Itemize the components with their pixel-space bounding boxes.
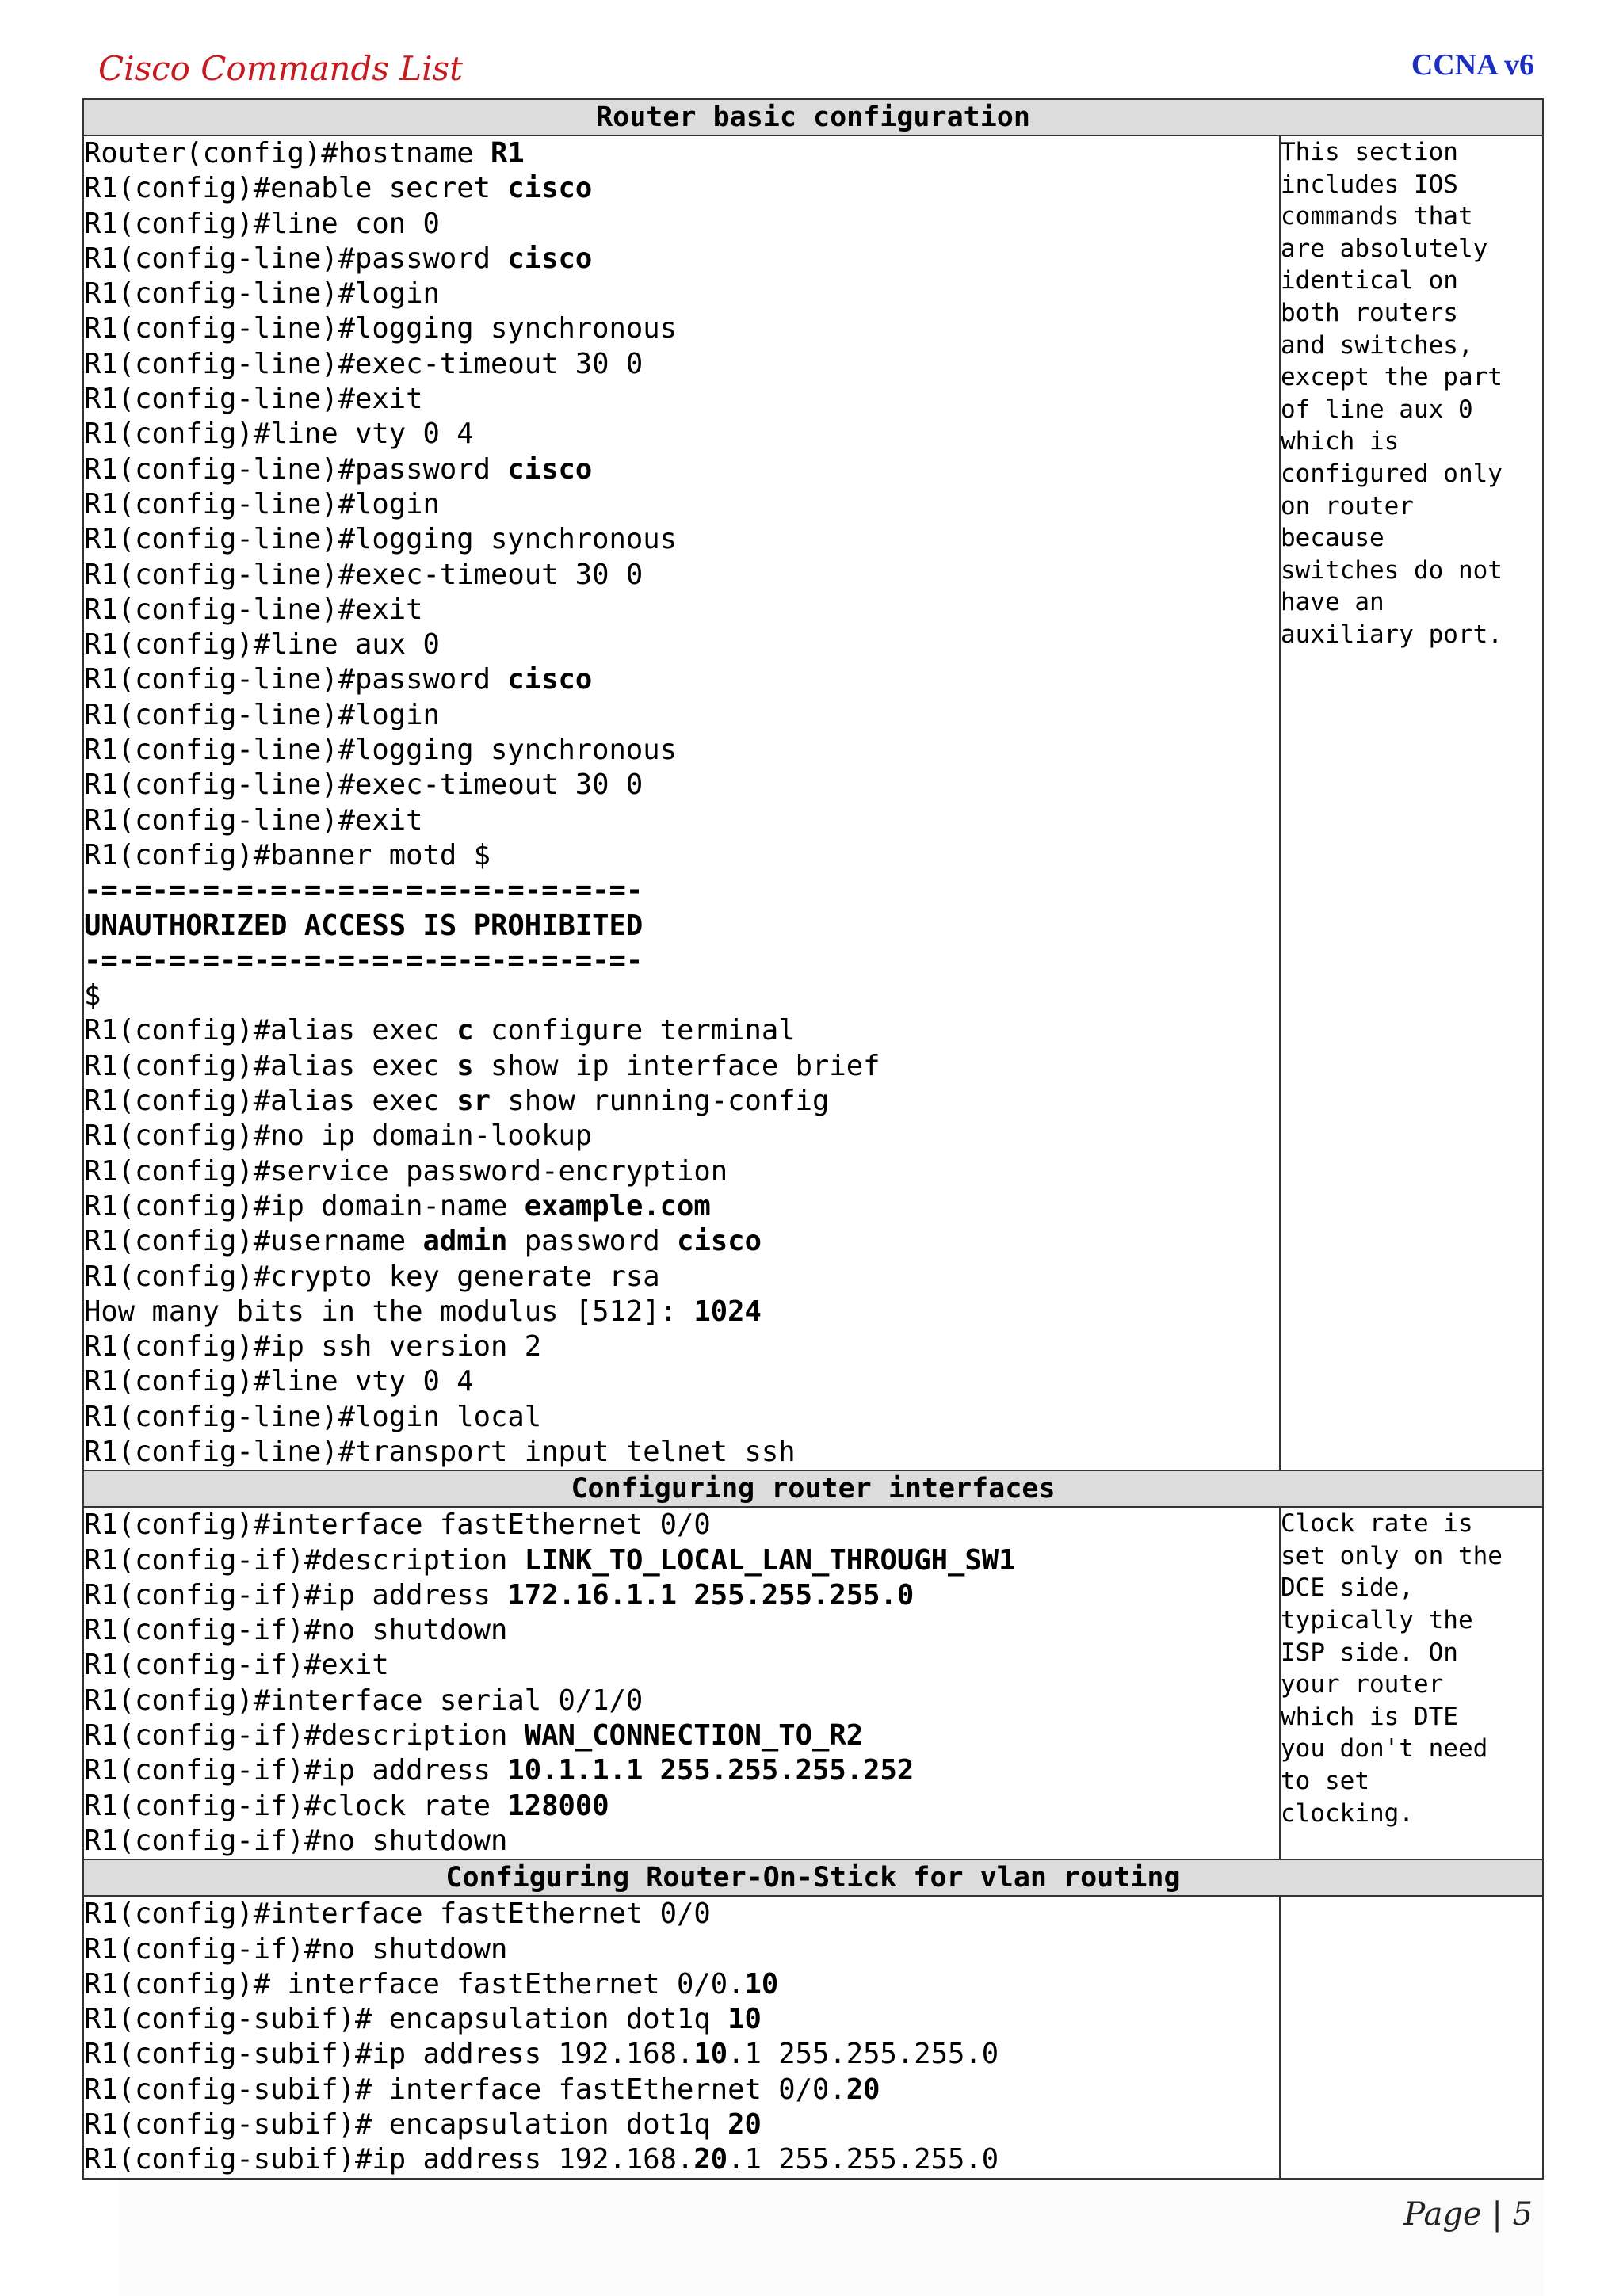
command-value-bold: 20: [727, 2108, 762, 2142]
command-value-bold: -=-=-=-=-=-=-=-=-=-=-=-=-=-=-=-=-: [84, 944, 643, 977]
note-line: commands that: [1281, 202, 1473, 231]
command-value-bold: c: [456, 1014, 474, 1047]
course-badge: CCNA v6: [1411, 48, 1534, 82]
command-text: R1(config-line)#logging synchronous: [84, 312, 678, 345]
page-number: Page | 5: [1403, 2196, 1533, 2233]
command-line: [84, 2142, 1279, 2177]
section-title-configuring-router-interfaces: Configuring router interfaces: [83, 1470, 1543, 1507]
command-text: R1(config-if)#description: [84, 1719, 525, 1753]
command-value-bold: cisco: [677, 1225, 762, 1258]
command-line: [84, 382, 1279, 417]
commands-table-body: [83, 99, 1543, 2179]
command-text: R1(config-line)#password: [84, 242, 508, 275]
command-text: R1(config)#banner motd $: [84, 838, 491, 871]
command-block: [83, 1896, 1280, 2178]
command-text: R1(config)#alias exec: [84, 1049, 457, 1082]
command-value-bold: 20: [693, 2143, 728, 2176]
command-line: [84, 768, 1279, 803]
command-text: R1(config)#username: [84, 1225, 423, 1258]
command-line: [84, 1224, 1279, 1259]
section-note: [1280, 1507, 1543, 1859]
command-line: [84, 2107, 1279, 2142]
command-line: [84, 1364, 1279, 1399]
command-line: [84, 2037, 1279, 2072]
command-text: R1(config)#enable secret: [84, 172, 508, 205]
command-text: .1 255.255.255.0: [727, 2143, 999, 2176]
command-line: [84, 978, 1279, 1013]
command-text: R1(config-if)#no shutdown: [84, 1614, 508, 1647]
note-line: set only on the: [1281, 1541, 1503, 1570]
note-line: typically the: [1281, 1606, 1473, 1635]
section-note: [1280, 135, 1543, 1470]
note-line: ISP side. On: [1281, 1638, 1458, 1667]
command-line: [84, 1932, 1279, 1967]
command-value-bold: admin: [422, 1225, 508, 1258]
command-text: R1(config-line)#logging synchronous: [84, 523, 678, 556]
command-text: R1(config-subif)# encapsulation dot1q: [84, 2108, 728, 2142]
command-line: [84, 1049, 1279, 1084]
command-line: [84, 1400, 1279, 1435]
command-line: [84, 171, 1279, 206]
command-line: [84, 662, 1279, 697]
section-title-router-basic-configuration: Router basic configuration: [83, 99, 1543, 135]
command-line: [84, 347, 1279, 382]
section-header-row: [83, 1859, 1543, 1896]
command-line: [84, 1684, 1279, 1718]
command-line: [84, 1578, 1279, 1613]
command-value-bold: 10.1.1.1 255.255.255.252: [507, 1754, 915, 1787]
command-line: [84, 627, 1279, 662]
section-body-row: [83, 135, 1543, 1470]
command-value-bold: R1: [490, 137, 525, 170]
note-line: because: [1281, 524, 1384, 553]
command-value-bold: sr: [456, 1085, 491, 1118]
note-line: which is: [1281, 427, 1400, 456]
command-line: [84, 1648, 1279, 1683]
command-text: R1(config-subif)#ip address 192.168.: [84, 2143, 694, 2176]
command-text: R1(config)#ip ssh version 2: [84, 1330, 542, 1363]
command-text: R1(config)#crypto key generate rsa: [84, 1260, 660, 1293]
command-text: R1(config-line)#login: [84, 487, 440, 521]
note-line: switches do not: [1281, 555, 1503, 585]
note-line: identical on: [1281, 266, 1458, 296]
command-line: [84, 1295, 1279, 1329]
command-text: Router(config)#hostname: [84, 137, 491, 170]
command-text: R1(config-line)#transport input telnet ssh: [84, 1435, 796, 1468]
command-text: show ip interface brief: [473, 1049, 880, 1082]
command-text: R1(config)#line con 0: [84, 207, 440, 240]
note-line: you don't need: [1281, 1734, 1488, 1764]
note-line: auxiliary port.: [1281, 620, 1503, 649]
command-value-bold: 10: [744, 1967, 779, 2000]
command-value-bold: 10: [727, 2003, 762, 2036]
command-text: R1(config)#line aux 0: [84, 628, 440, 662]
note-line: clocking.: [1281, 1798, 1414, 1828]
command-text: R1(config-line)#password: [84, 663, 508, 696]
command-value-bold: cisco: [507, 663, 593, 696]
command-text: R1(config-if)#ip address: [84, 1578, 508, 1611]
command-line: [84, 1789, 1279, 1824]
command-line: [84, 207, 1279, 242]
command-value-bold: -=-=-=-=-=-=-=-=-=-=-=-=-=-=-=-=-: [84, 874, 643, 907]
section-title-configuring-router-on-stick-for-vlan-routing: Configuring Router-On-Stick for vlan routing: [83, 1859, 1543, 1896]
command-line: [84, 417, 1279, 452]
command-value-bold: 1024: [693, 1295, 762, 1328]
command-text: R1(config-line)#exec-timeout 30 0: [84, 347, 643, 380]
command-line: [84, 838, 1279, 873]
command-line: [84, 1013, 1279, 1048]
command-value-bold: cisco: [507, 172, 593, 205]
command-value-bold: WAN_CONNECTION_TO_R2: [524, 1719, 864, 1753]
command-line: [84, 1084, 1279, 1119]
document-title: Cisco Commands List: [98, 49, 463, 88]
note-line: both routers: [1281, 298, 1458, 327]
command-line: [84, 2002, 1279, 2037]
command-value-bold: 10: [693, 2038, 728, 2071]
command-line: [84, 1189, 1279, 1224]
command-text: R1(config-line)#exec-timeout 30 0: [84, 558, 643, 591]
command-text: R1(config)#line vty 0 4: [84, 418, 474, 451]
command-value-bold: s: [456, 1049, 474, 1082]
command-value-bold: LINK_TO_LOCAL_LAN_THROUGH_SW1: [524, 1543, 1016, 1577]
command-text: configure terminal: [473, 1014, 796, 1047]
command-text: show running-config: [490, 1085, 830, 1118]
command-line: [84, 487, 1279, 522]
command-text: R1(config-if)#ip address: [84, 1754, 508, 1787]
command-line: [84, 2073, 1279, 2107]
command-text: R1(config-line)#exec-timeout 30 0: [84, 769, 643, 802]
note-line: and switches,: [1281, 330, 1473, 360]
note-line: Clock rate is: [1281, 1509, 1473, 1539]
command-text: R1(config)# interface fastEthernet 0/0.: [84, 1967, 745, 2000]
command-text: R1(config-subif)# encapsulation dot1q: [84, 2003, 728, 2036]
command-text: R1(config-if)#exit: [84, 1649, 389, 1682]
note-line: of line aux 0: [1281, 395, 1473, 424]
commands-table: [82, 98, 1544, 2180]
command-line: [84, 1718, 1279, 1753]
command-line: [84, 1824, 1279, 1859]
section-header-row: [83, 99, 1543, 135]
command-text: R1(config-line)#password: [84, 452, 508, 486]
command-text: R1(config-line)#login: [84, 277, 440, 311]
note-line: your router: [1281, 1670, 1444, 1699]
command-line: [84, 1508, 1279, 1543]
command-text: R1(config)#ip domain-name: [84, 1189, 525, 1222]
command-value-bold: cisco: [507, 242, 593, 275]
command-text: R1(config-line)#exit: [84, 383, 423, 416]
section-body-row: [83, 1507, 1543, 1859]
command-text: R1(config-line)#exit: [84, 803, 423, 837]
note-line: on router: [1281, 491, 1414, 521]
command-text: R1(config-line)#login: [84, 698, 440, 731]
command-line: [84, 944, 1279, 978]
command-text: R1(config-subif)# interface fastEthernet 0/0.: [84, 2073, 846, 2106]
command-block: [83, 135, 1280, 1470]
command-line: [84, 136, 1279, 171]
command-text: R1(config-line)#login local: [84, 1400, 542, 1433]
footer-band: [119, 2171, 1544, 2296]
command-line: [84, 277, 1279, 311]
command-line: [84, 558, 1279, 593]
section-note: [1280, 1896, 1543, 2178]
command-text: R1(config)#interface fastEthernet 0/0: [84, 1897, 711, 1931]
command-text: R1(config)#alias exec: [84, 1085, 457, 1118]
note-line: have an: [1281, 588, 1384, 617]
command-value-bold: example.com: [524, 1189, 711, 1222]
command-text: R1(config)#alias exec: [84, 1014, 457, 1047]
command-line: [84, 311, 1279, 346]
command-block: [83, 1507, 1280, 1859]
command-line: [84, 593, 1279, 627]
note-line: to set: [1281, 1767, 1369, 1796]
command-text: How many bits in the modulus [512]:: [84, 1295, 694, 1328]
note-line: includes IOS: [1281, 170, 1458, 199]
command-line: [84, 1753, 1279, 1788]
command-line: [84, 1435, 1279, 1470]
command-text: R1(config)#interface serial 0/1/0: [84, 1684, 643, 1717]
command-value-bold: 20: [846, 2073, 880, 2106]
command-line: [84, 909, 1279, 944]
command-text: $: [84, 979, 101, 1013]
command-text: R1(config-if)#no shutdown: [84, 1932, 508, 1966]
command-line: [84, 1543, 1279, 1578]
command-line: [84, 803, 1279, 838]
command-line: [84, 1613, 1279, 1648]
command-line: [84, 1154, 1279, 1189]
note-line: which is DTE: [1281, 1702, 1458, 1731]
command-text: R1(config-if)#description: [84, 1543, 525, 1577]
command-line: [84, 522, 1279, 557]
command-line: [84, 733, 1279, 768]
note-line: DCE side,: [1281, 1573, 1414, 1603]
command-text: .1 255.255.255.0: [727, 2038, 999, 2071]
command-text: R1(config-line)#logging synchronous: [84, 734, 678, 767]
command-text: R1(config-subif)#ip address 192.168.: [84, 2038, 694, 2071]
command-value-bold: 172.16.1.1 255.255.255.0: [507, 1578, 915, 1611]
command-text: password: [507, 1225, 678, 1258]
command-line: [84, 873, 1279, 908]
section-body-row: [83, 1896, 1543, 2178]
command-line: [84, 1119, 1279, 1154]
note-line: This section: [1281, 138, 1458, 166]
command-value-bold: cisco: [507, 452, 593, 486]
section-header-row: [83, 1470, 1543, 1507]
command-text: R1(config)#service password-encryption: [84, 1154, 728, 1188]
command-value-bold: 128000: [507, 1789, 609, 1822]
command-line: [84, 1329, 1279, 1364]
note-line: configured only: [1281, 459, 1503, 488]
command-value-bold: UNAUTHORIZED ACCESS IS PROHIBITED: [84, 909, 643, 942]
command-line: [84, 1260, 1279, 1295]
command-line: [84, 452, 1279, 487]
command-text: R1(config)#interface fastEthernet 0/0: [84, 1508, 711, 1542]
note-line: except the part: [1281, 363, 1503, 392]
command-text: R1(config-if)#clock rate: [84, 1789, 508, 1822]
command-line: [84, 698, 1279, 733]
command-text: R1(config)#no ip domain-lookup: [84, 1119, 593, 1153]
command-text: R1(config-if)#no shutdown: [84, 1824, 508, 1857]
command-text: R1(config)#line vty 0 4: [84, 1365, 474, 1398]
note-line: are absolutely: [1281, 234, 1488, 263]
command-line: [84, 1967, 1279, 2002]
command-line: [84, 1897, 1279, 1932]
command-text: R1(config-line)#exit: [84, 593, 423, 626]
command-line: [84, 242, 1279, 277]
